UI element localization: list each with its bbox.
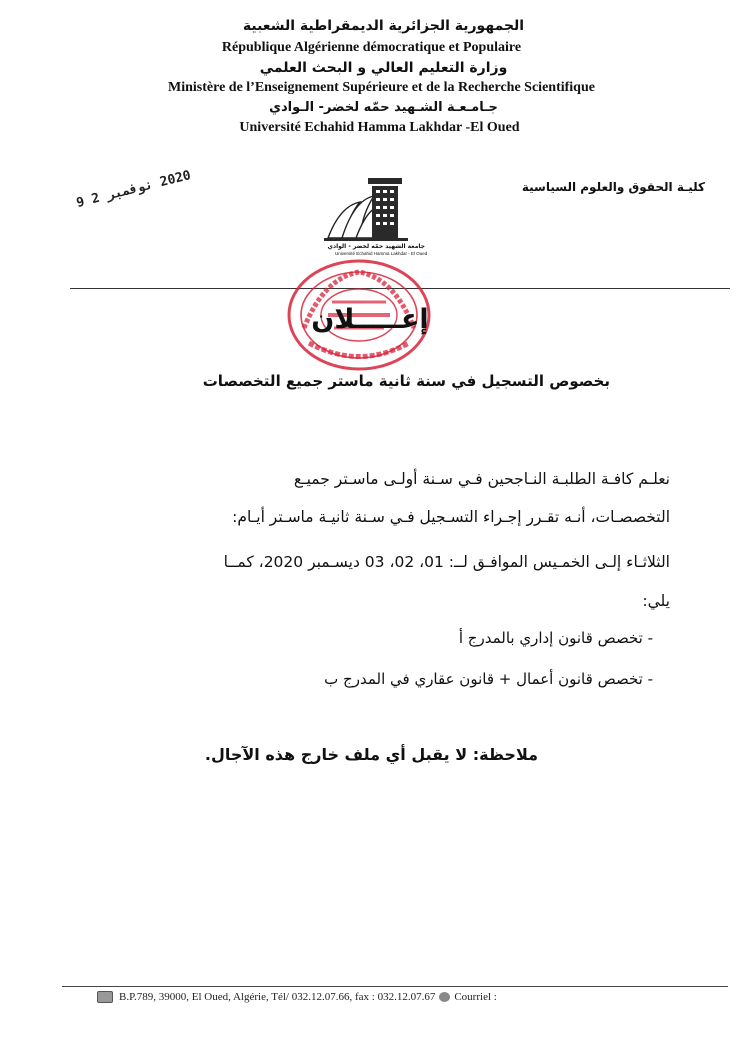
header-fr-ministry: Ministère de l’Enseignement Supérieure et de la Recherche Scientifique [168,80,595,95]
header-fr-university: Université Echahid Hamma Lakhdar -El Oued [239,120,520,135]
header-ar-ministry: وزارة التعليم العالي و البحث العلمي [259,60,508,76]
footer-address: B.P.789, 39000, El Oued, Algérie, Tél/ 032.12.07.66, fax : 032.12.07.67 [119,991,436,1003]
handwritten-date-stamp: 2020 نوفمبر 2 9 [74,168,193,211]
faculty-name: كليـة الحقوق والعلوم السياسية [521,180,705,194]
header-fr-republic: République Algérienne démocratique et Populaire [221,40,522,55]
announcement-note: ملاحظة: لا يقبل أي ملف خارج هذه الآجال. [204,745,538,764]
logo-caption-fr: Université Echahid Hamma Lakhdar - El Oued [335,251,428,256]
announcement-subtitle: بخصوص التسجيل في سنة ثانية ماستر جميع التخصصات [202,372,610,390]
mailbox-icon [97,991,113,1003]
body-line-1: نعلـم كافـة الطلبـة النـاجحين فـي سـنة أولـى ماسـتر جميـع [293,470,670,488]
footer-courriel: Courriel : [454,991,497,1003]
list-item: - تخصص قانون أعمال + قانون عقاري في المدرج ب [324,670,653,688]
header-ar-university: جـامـعـة الشـهيد حمّه لخضر- الـوادي [269,100,498,115]
announcement-title: إعـــــلان [311,304,429,335]
university-logo-icon [320,176,420,246]
footer [97,991,497,1003]
body-line-4: يلي: [642,592,670,610]
logo-caption-ar: جامعة الشهيد حمّه لخضر - الوادي [327,243,425,250]
body-line-2: التخصصـات، أنـه تقـرر إجـراء التسـجيل فـي سـنة ثانيـة ماسـتر أيـام: [232,508,670,526]
body-line-3: الثلاثـاء إلـى الخمـيس الموافـق لــ: 01، 02، 03 ديسـمبر 2020، كمــا [223,553,670,571]
header-ar-republic: الجمهورية الجزائرية الديمقراطية الشعبية [242,18,525,34]
email-icon [439,992,450,1002]
list-item: - تخصص قانون إداري بالمدرج أ [458,629,653,647]
footer-divider [62,986,728,987]
